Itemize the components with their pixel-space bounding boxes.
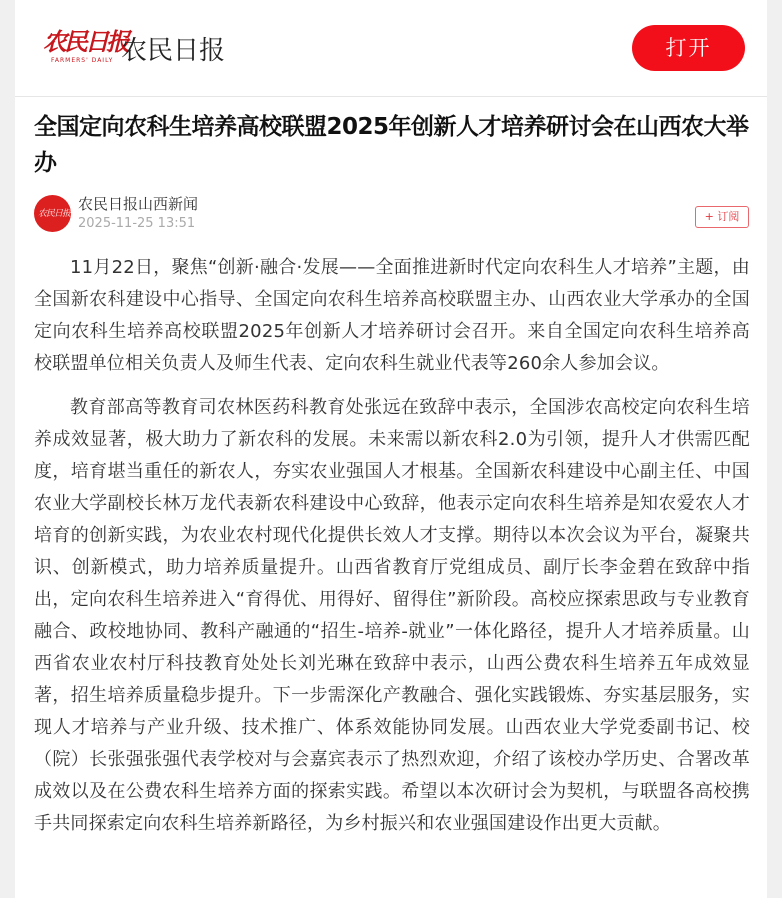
article-body xyxy=(34,252,750,852)
article-paragraph: 11月22日，聚焦“创新·融合·发展——全面推进新时代定向农科生人才培养”主题，由全国新农科建设中心指导、全国定向农科生培养高校联盟主办、山西农业大学承办的全国定向农科生培养高校联盟2025年创新人才培养研讨会召开。来自全国定向农科生培养高校联盟单位相关负责人及师生代表、定向农科生就业代表等260余人参加会议。 xyxy=(34,257,750,374)
avatar-logo-text: 农民日报 xyxy=(38,209,71,219)
open-app-button[interactable]: 打开 xyxy=(632,25,745,71)
article-title: 全国定向农科生培养高校联盟2025年创新人才培养研讨会在山西农大举办 xyxy=(34,114,749,176)
subscribe-button[interactable]: + 订阅 xyxy=(695,206,749,228)
article-container xyxy=(15,97,767,898)
author-avatar[interactable] xyxy=(34,195,71,232)
publish-time: 2025-11-25 13:51 xyxy=(78,216,196,231)
logo-subtext: FARMERS' DAILY xyxy=(51,57,114,64)
article-paragraph: 教育部高等教育司农林医药科教育处张远在致辞中表示，全国涉农高校定向农科生培养成效显著，极大助力了新农科的发展。未来需以新农科2.0为引领，提升人才供需匹配度，培育堪当重任的新农人，夯实农业强国人才根基。全国新农科建设中心副主任、中国农业大学副校长林万龙代表新农科建设中心致辞，他表示定向农科生培养是知农爱农人才培育的创新实践，为农业农村现代化提供长效人才支撑。期待以本次会议为平台，凝聚共识、创新模式，助力培养质量提升。山西省教育厅党组成员、副厅长李金碧在致辞中指出，定向农科生培养进入“育得优、用得好、留得住”新阶段。高校应探索思政与专业教育融合、政校地协同、教科产融通的“招生-培养-就业”一体化路径，提升人才培养质量。山西省农业农村厅科技教育处处长刘光琳在致辞中表示，山西公费农科生培养五年成效显著，招生培养质量稳步提升。下一步需深化产教融合、强化实践锻炼、夯实基层服务，实现人才培养与产业升级、技术推广、体系效能协同发展。山西农业大学党委副书记、校（院）长张强张强代表学校对与会嘉宾表示了热烈欢迎，介绍了该校办学历史、合署改革成效以及在公费农科生培养方面的探索实践。希望以本次研讨会为契机，与联盟各高校携手共同探索定向农科生培养新路径，为乡村振兴和农业强国建设作出更大贡献。 xyxy=(34,397,750,834)
logo-calligraphy: 农民日报 xyxy=(43,27,127,56)
app-name: 农民日报 xyxy=(121,36,226,66)
author-name[interactable]: 农民日报山西新闻 xyxy=(78,195,199,213)
app-header xyxy=(15,0,767,97)
farmers-daily-logo xyxy=(43,18,127,74)
